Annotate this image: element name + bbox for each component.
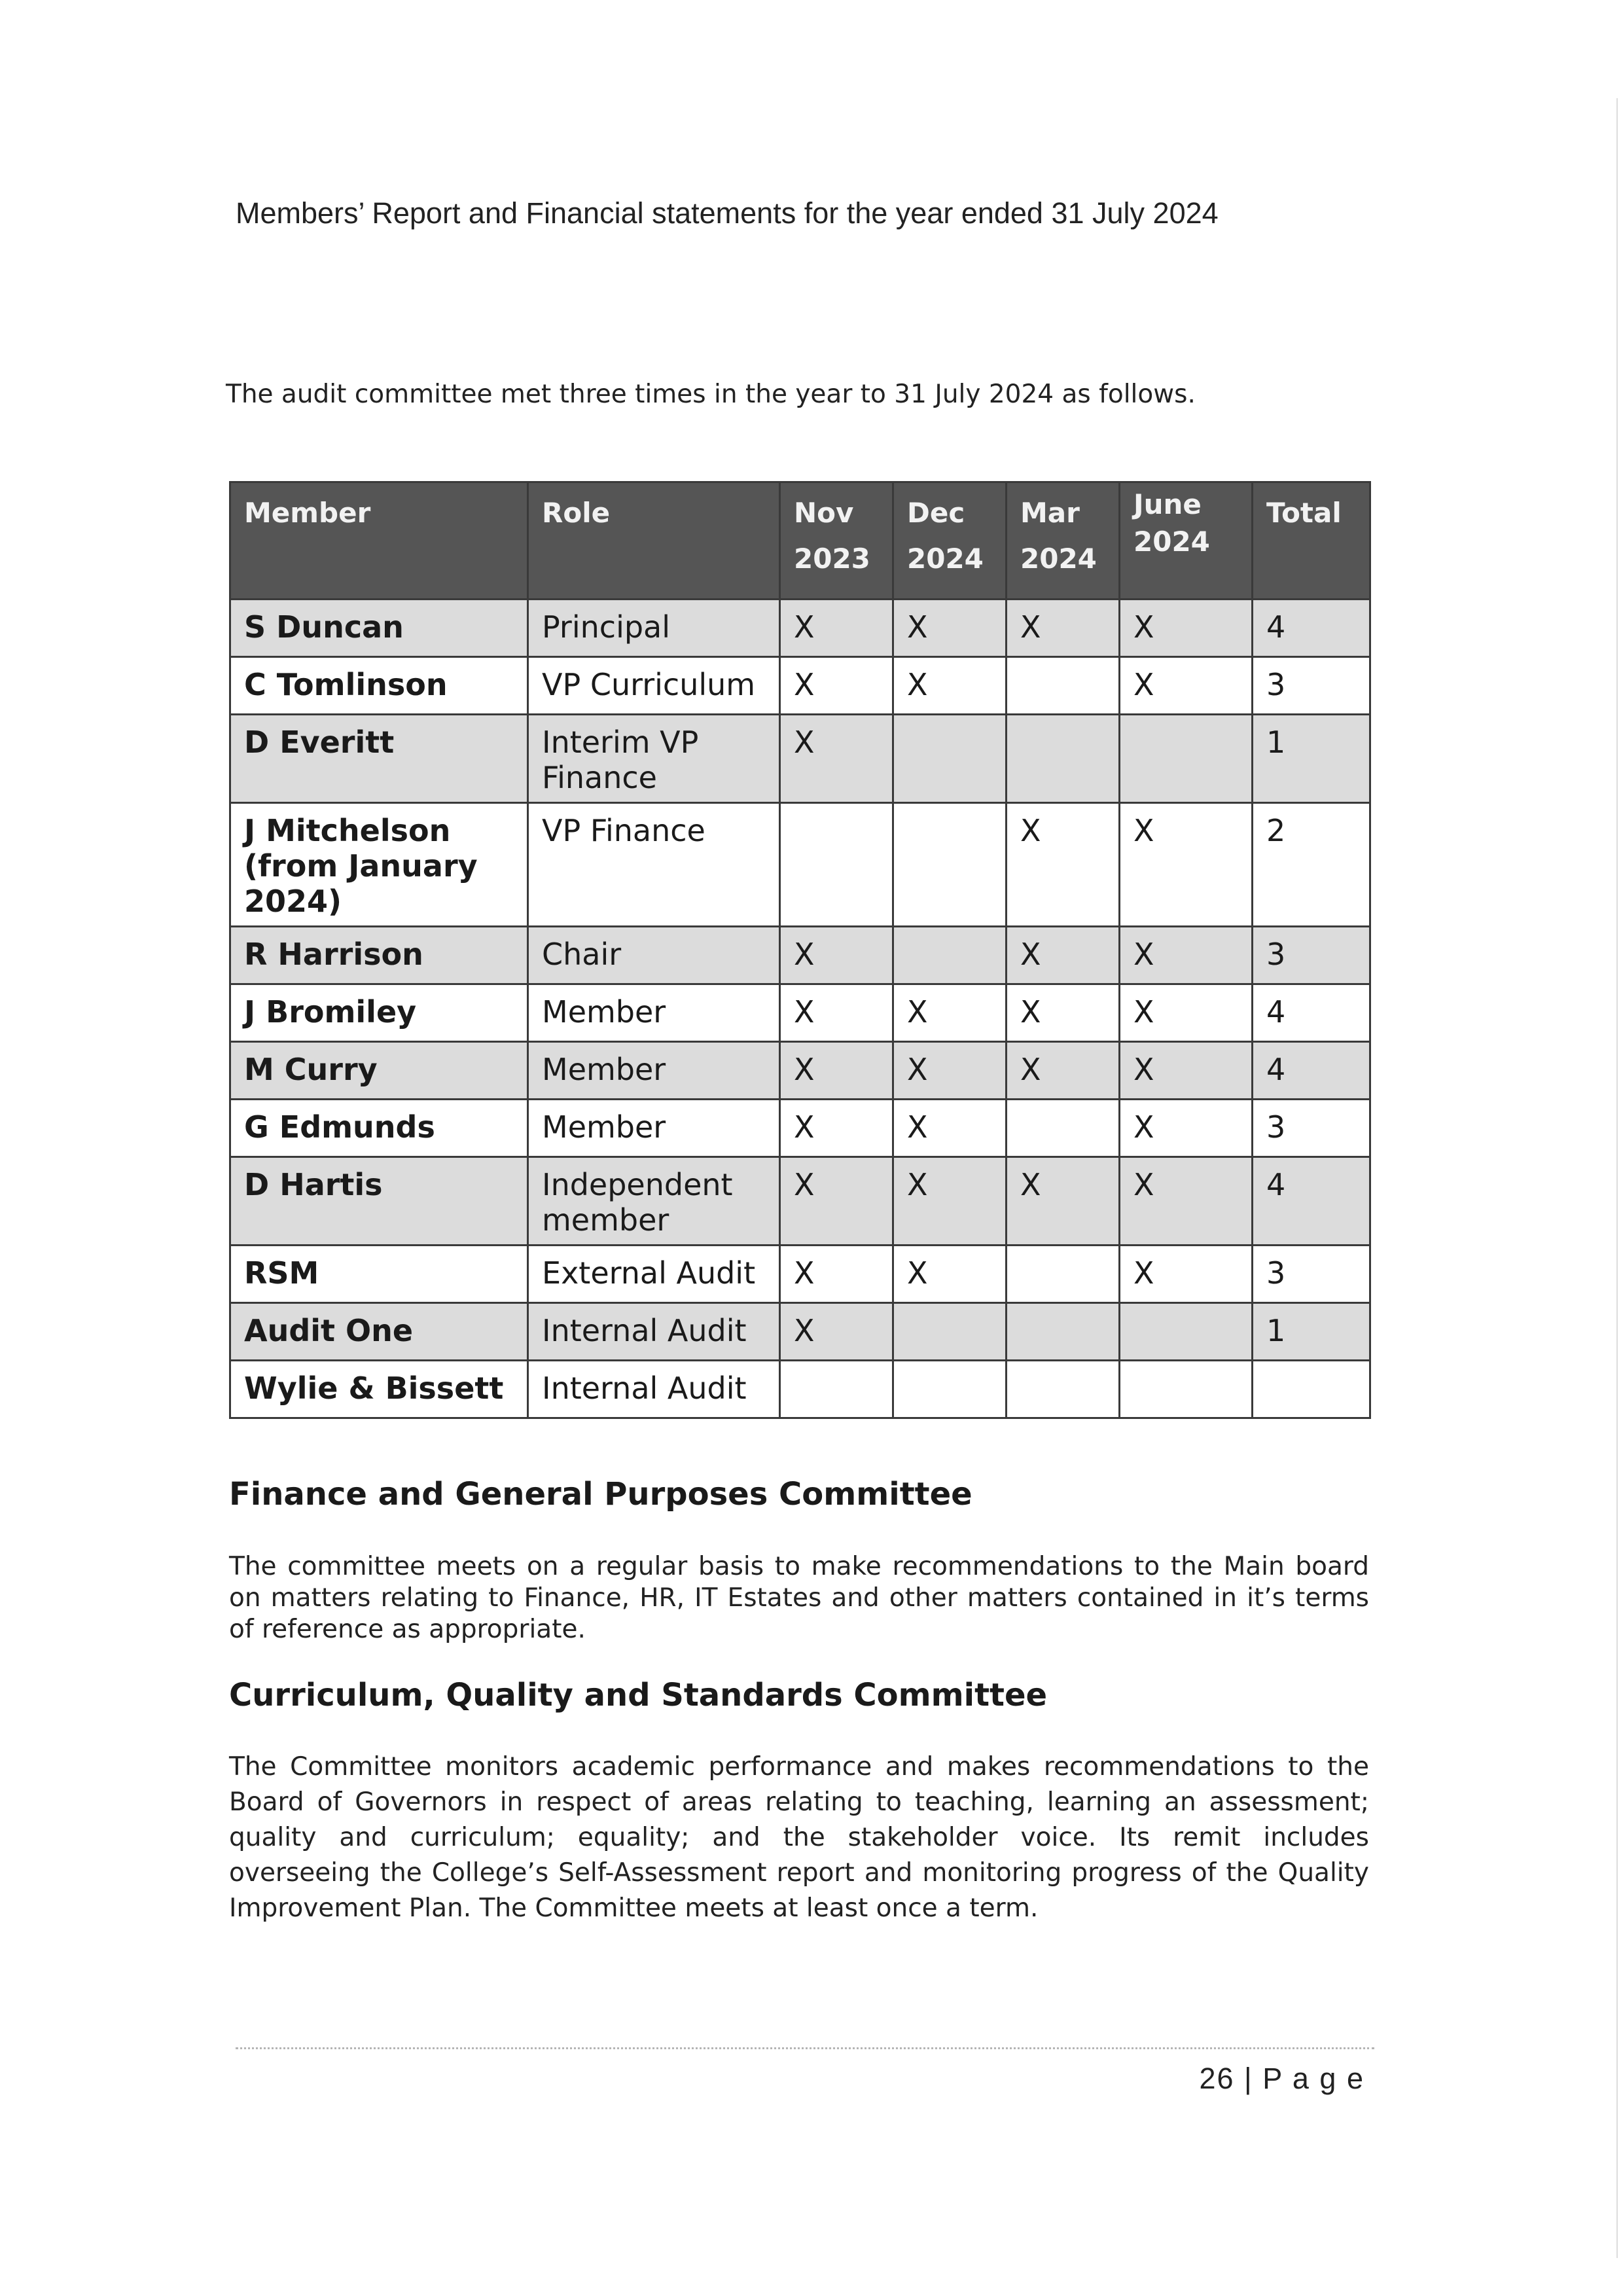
- role-cell: Independent member: [528, 1157, 780, 1246]
- table-row: [230, 1361, 1370, 1418]
- mar-cell: X: [1007, 1157, 1120, 1246]
- member-cell: R Harrison: [230, 927, 528, 984]
- table-row: [230, 1100, 1370, 1157]
- header-mar-year: 2024: [1020, 543, 1097, 575]
- dec-cell: X: [893, 1246, 1007, 1303]
- total-cell: 4: [1253, 984, 1370, 1042]
- header-nov: [780, 482, 893, 600]
- header-member: Member: [230, 482, 528, 600]
- june-cell: X: [1120, 1246, 1253, 1303]
- dec-cell: X: [893, 600, 1007, 657]
- header-nov-month: Nov: [794, 497, 854, 529]
- page-number: 26 | P a g e: [1199, 2062, 1364, 2095]
- nov-cell: X: [780, 657, 893, 715]
- mar-cell: X: [1007, 600, 1120, 657]
- member-cell: D Everitt: [230, 715, 528, 803]
- header-dec: [893, 482, 1007, 600]
- total-cell: 4: [1253, 600, 1370, 657]
- table-row: [230, 927, 1370, 984]
- june-cell: [1120, 1361, 1253, 1418]
- running-header: Members’ Report and Financial statements for the year ended 31 July 2024: [236, 196, 1219, 230]
- header-dec-year: 2024: [907, 543, 984, 575]
- total-cell: 3: [1253, 1100, 1370, 1157]
- header-mar: [1007, 482, 1120, 600]
- header-dec-month: Dec: [907, 497, 965, 529]
- member-cell: J Mitchelson (from January 2024): [230, 803, 528, 927]
- dec-cell: X: [893, 984, 1007, 1042]
- member-cell: RSM: [230, 1246, 528, 1303]
- nov-cell: X: [780, 1157, 893, 1246]
- total-cell: 4: [1253, 1042, 1370, 1100]
- scan-edge-line: [1616, 98, 1618, 2258]
- dec-cell: [893, 927, 1007, 984]
- dec-cell: X: [893, 657, 1007, 715]
- mar-cell: [1007, 1303, 1120, 1361]
- nov-cell: X: [780, 1303, 893, 1361]
- total-cell: 3: [1253, 657, 1370, 715]
- audit-attendance-table: [229, 481, 1371, 1419]
- nov-cell: X: [780, 600, 893, 657]
- header-total: Total: [1253, 482, 1370, 600]
- total-cell: 1: [1253, 1303, 1370, 1361]
- role-cell: Principal: [528, 600, 780, 657]
- role-cell: Interim VP Finance: [528, 715, 780, 803]
- table-row: [230, 1042, 1370, 1100]
- table-row: [230, 600, 1370, 657]
- june-cell: X: [1120, 803, 1253, 927]
- role-cell: VP Curriculum: [528, 657, 780, 715]
- header-june: [1120, 482, 1253, 600]
- header-role: Role: [528, 482, 780, 600]
- mar-cell: [1007, 1361, 1120, 1418]
- dec-cell: X: [893, 1157, 1007, 1246]
- finance-section-body: The committee meets on a regular basis to make recommendations to the Main board on matters relating to Finance, HR, IT Estates and other matters contained in it’s terms of reference as appropriate.: [229, 1552, 1369, 1644]
- nov-cell: X: [780, 927, 893, 984]
- header-june-year: 2024: [1133, 526, 1210, 558]
- nov-cell: X: [780, 984, 893, 1042]
- nov-cell: X: [780, 1042, 893, 1100]
- mar-cell: X: [1007, 803, 1120, 927]
- nov-cell: X: [780, 715, 893, 803]
- june-cell: [1120, 715, 1253, 803]
- dec-cell: X: [893, 1042, 1007, 1100]
- curriculum-section-body: The Committee monitors academic performance and makes recommendations to the Board of Governors in respect of areas relating to teaching, learning an assessment; quality and curriculum; equality; and the stakeholder voice. Its remit includes overseeing the College’s Self-Assessment report and monitoring progress of the Quality Improvement Plan. The Committee meets at least once a term.: [229, 1752, 1369, 1923]
- member-cell: Audit One: [230, 1303, 528, 1361]
- intro-text: The audit committee met three times in the year to 31 July 2024 as follows.: [226, 380, 1196, 409]
- member-cell: Wylie & Bissett: [230, 1361, 528, 1418]
- dec-cell: X: [893, 1100, 1007, 1157]
- nov-cell: [780, 1361, 893, 1418]
- total-cell: 1: [1253, 715, 1370, 803]
- role-cell: Chair: [528, 927, 780, 984]
- member-cell: M Curry: [230, 1042, 528, 1100]
- finance-section-heading: Finance and General Purposes Committee: [229, 1476, 972, 1513]
- nov-cell: X: [780, 1100, 893, 1157]
- table-row: [230, 803, 1370, 927]
- member-cell: D Hartis: [230, 1157, 528, 1246]
- header-mar-month: Mar: [1020, 497, 1080, 529]
- table-row: [230, 1303, 1370, 1361]
- role-cell: Internal Audit: [528, 1303, 780, 1361]
- mar-cell: [1007, 1100, 1120, 1157]
- table-row: [230, 1157, 1370, 1246]
- total-cell: 2: [1253, 803, 1370, 927]
- mar-cell: X: [1007, 927, 1120, 984]
- mar-cell: [1007, 715, 1120, 803]
- june-cell: X: [1120, 984, 1253, 1042]
- mar-cell: [1007, 657, 1120, 715]
- role-cell: Member: [528, 1042, 780, 1100]
- member-cell: G Edmunds: [230, 1100, 528, 1157]
- june-cell: X: [1120, 927, 1253, 984]
- nov-cell: X: [780, 1246, 893, 1303]
- header-june-month: June: [1133, 488, 1202, 520]
- june-cell: X: [1120, 600, 1253, 657]
- dec-cell: [893, 803, 1007, 927]
- table-row: [230, 657, 1370, 715]
- member-cell: S Duncan: [230, 600, 528, 657]
- table-header-row: [230, 482, 1370, 600]
- dec-cell: [893, 1361, 1007, 1418]
- june-cell: X: [1120, 1042, 1253, 1100]
- june-cell: X: [1120, 1157, 1253, 1246]
- june-cell: X: [1120, 657, 1253, 715]
- member-cell: J Bromiley: [230, 984, 528, 1042]
- curriculum-section-heading: Curriculum, Quality and Standards Committee: [229, 1677, 1048, 1713]
- table-row: [230, 1246, 1370, 1303]
- total-cell: 3: [1253, 1246, 1370, 1303]
- june-cell: X: [1120, 1100, 1253, 1157]
- table-row: [230, 984, 1370, 1042]
- total-cell: [1253, 1361, 1370, 1418]
- role-cell: VP Finance: [528, 803, 780, 927]
- nov-cell: [780, 803, 893, 927]
- total-cell: 3: [1253, 927, 1370, 984]
- mar-cell: X: [1007, 984, 1120, 1042]
- role-cell: External Audit: [528, 1246, 780, 1303]
- mar-cell: X: [1007, 1042, 1120, 1100]
- role-cell: Member: [528, 984, 780, 1042]
- member-cell: C Tomlinson: [230, 657, 528, 715]
- role-cell: Internal Audit: [528, 1361, 780, 1418]
- header-nov-year: 2023: [794, 543, 870, 575]
- mar-cell: [1007, 1246, 1120, 1303]
- june-cell: [1120, 1303, 1253, 1361]
- table-row: [230, 715, 1370, 803]
- role-cell: Member: [528, 1100, 780, 1157]
- footer-divider: [236, 2047, 1374, 2049]
- dec-cell: [893, 1303, 1007, 1361]
- dec-cell: [893, 715, 1007, 803]
- total-cell: 4: [1253, 1157, 1370, 1246]
